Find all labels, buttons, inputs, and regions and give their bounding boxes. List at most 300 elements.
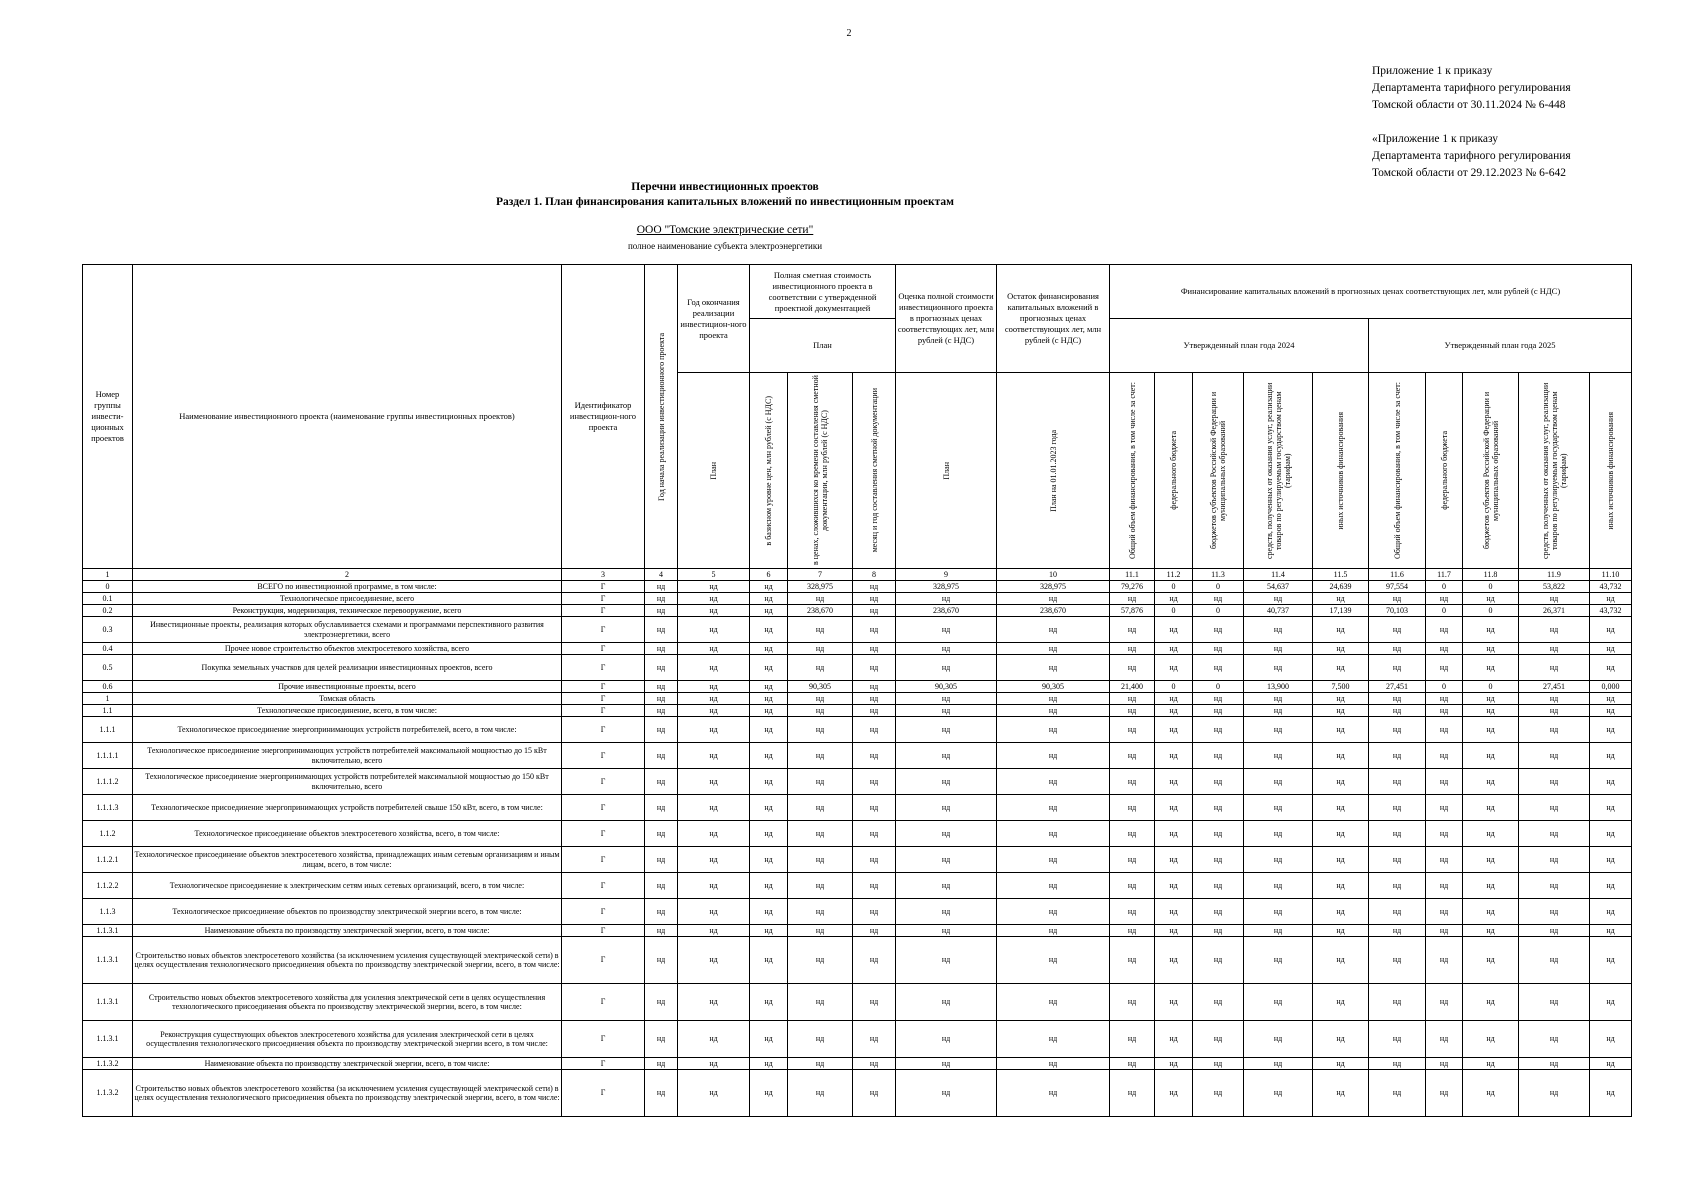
row-name: Реконструкция, модернизация, техническое перевооружение, всего xyxy=(133,605,562,617)
row-cell: нд xyxy=(1369,873,1426,899)
row-cell: нд xyxy=(1244,1058,1313,1070)
row-cell: 238,670 xyxy=(896,605,997,617)
row-cell: 0 xyxy=(1463,605,1519,617)
row-cell: нд xyxy=(1244,743,1313,769)
row-cell: нд xyxy=(1155,925,1193,937)
row-cell: нд xyxy=(1155,705,1193,717)
row-cell: нд xyxy=(1313,899,1369,925)
table-row xyxy=(83,821,1632,847)
row-number: 1.1.3.2 xyxy=(83,1070,133,1117)
column-number: 10 xyxy=(997,569,1110,581)
row-cell: нд xyxy=(645,681,678,693)
row-cell: нд xyxy=(1110,1058,1155,1070)
row-cell: нд xyxy=(896,693,997,705)
row-cell: нд xyxy=(678,984,750,1021)
header-financing: Финансирование капитальных вложений в прогнозных ценах соответствующих лет, млн рублей (с НДС) xyxy=(1110,265,1632,319)
row-cell: нд xyxy=(1193,617,1244,643)
row-cell: нд xyxy=(1463,769,1519,795)
header-2025-regional xyxy=(1463,373,1519,569)
row-cell: нд xyxy=(1463,899,1519,925)
row-cell: нд xyxy=(1110,795,1155,821)
row-cell: нд xyxy=(645,743,678,769)
row-name: Строительство новых объектов электросетевого хозяйства (за исключением усиления существующей электрической сети) в целях осуществления технологического присоединения объекта по производству электрической энергии, всего, в том числе: xyxy=(133,1070,562,1117)
table-row xyxy=(83,1021,1632,1058)
table-row xyxy=(83,655,1632,681)
row-cell: нд xyxy=(788,593,853,605)
row-cell: нд xyxy=(1519,693,1590,705)
row-cell: нд xyxy=(1155,795,1193,821)
row-number: 1.1.2.1 xyxy=(83,847,133,873)
table-row xyxy=(83,1058,1632,1070)
row-cell: нд xyxy=(896,795,997,821)
row-cell: нд xyxy=(1426,847,1463,873)
row-cell: нд xyxy=(1313,643,1369,655)
row-cell: нд xyxy=(997,873,1110,899)
investment-table xyxy=(82,264,1632,1117)
row-cell: нд xyxy=(896,593,997,605)
header-cost-estimate: Оценка полной стоимости инвестиционного проекта в прогнозных ценах соответствующих лет, млн рублей (с НДС) xyxy=(896,265,997,373)
row-cell: нд xyxy=(1519,769,1590,795)
column-number: 11.7 xyxy=(1426,569,1463,581)
row-cell: нд xyxy=(1110,643,1155,655)
row-name: Технологическое присоединение объектов электросетевого хозяйства, всего, в том числе: xyxy=(133,821,562,847)
row-cell: нд xyxy=(997,795,1110,821)
header-2025-federal xyxy=(1426,373,1463,569)
row-cell: нд xyxy=(1369,717,1426,743)
row-cell: нд xyxy=(1244,821,1313,847)
row-cell: нд xyxy=(997,743,1110,769)
row-cell: нд xyxy=(853,705,896,717)
row-cell: нд xyxy=(853,717,896,743)
row-cell: Г xyxy=(562,643,645,655)
annex-line: Томской области от 30.11.2024 № 6-448 xyxy=(1372,99,1566,111)
row-cell: нд xyxy=(750,1070,788,1117)
row-cell: нд xyxy=(896,655,997,681)
row-cell: нд xyxy=(750,581,788,593)
row-cell: нд xyxy=(788,984,853,1021)
row-cell: 57,876 xyxy=(1110,605,1155,617)
row-cell: нд xyxy=(678,643,750,655)
row-cell: нд xyxy=(1369,769,1426,795)
header-plan-2024: Утвержденный план года 2024 xyxy=(1110,319,1369,373)
row-cell: нд xyxy=(678,743,750,769)
row-cell: нд xyxy=(1426,925,1463,937)
row-cell: нд xyxy=(645,593,678,605)
row-cell: нд xyxy=(997,1058,1110,1070)
row-cell: нд xyxy=(1426,937,1463,984)
row-cell: нд xyxy=(645,795,678,821)
row-cell: Г xyxy=(562,717,645,743)
row-cell: 79,276 xyxy=(1110,581,1155,593)
row-cell: нд xyxy=(997,769,1110,795)
row-number: 1 xyxy=(83,693,133,705)
row-cell: нд xyxy=(896,617,997,643)
row-cell: нд xyxy=(1313,693,1369,705)
annex-line: «Приложение 1 к приказу xyxy=(1372,133,1499,145)
row-cell: 0 xyxy=(1426,581,1463,593)
table-row xyxy=(83,937,1632,984)
column-number: 2 xyxy=(133,569,562,581)
row-cell: нд xyxy=(1426,643,1463,655)
table-body xyxy=(83,581,1632,1117)
organization-name: ООО "Томские электрические сети" xyxy=(636,224,814,236)
row-cell: нд xyxy=(750,617,788,643)
row-cell: нд xyxy=(1244,655,1313,681)
row-cell: нд xyxy=(750,1058,788,1070)
row-cell: нд xyxy=(750,593,788,605)
row-cell: Г xyxy=(562,899,645,925)
row-cell: нд xyxy=(645,937,678,984)
row-cell: нд xyxy=(1369,693,1426,705)
header-project-name: Наименование инвестиционного проекта (наименование группы инвестиционных проектов) xyxy=(133,265,562,569)
vtext: бюджетов субъектов Российской Федерации и муниципальных образований xyxy=(1209,391,1227,550)
vtext: федерального бюджета xyxy=(1439,431,1449,510)
vtext: иных источников финансирования xyxy=(1336,411,1345,530)
row-cell: нд xyxy=(750,873,788,899)
row-cell: нд xyxy=(853,617,896,643)
row-cell: нд xyxy=(678,1058,750,1070)
row-cell: нд xyxy=(1313,655,1369,681)
row-cell: нд xyxy=(1426,899,1463,925)
row-name: Покупка земельных участков для целей реализации инвестиционных проектов, всего xyxy=(133,655,562,681)
row-cell: нд xyxy=(678,717,750,743)
row-cell: 0 xyxy=(1463,681,1519,693)
row-cell: нд xyxy=(853,693,896,705)
row-cell: 0 xyxy=(1463,581,1519,593)
row-number: 0.6 xyxy=(83,681,133,693)
table-row xyxy=(83,717,1632,743)
row-cell: нд xyxy=(1155,821,1193,847)
row-cell: нд xyxy=(1193,937,1244,984)
row-cell: 0 xyxy=(1193,681,1244,693)
row-name: Технологическое присоединение, всего, в том числе: xyxy=(133,705,562,717)
document-title: Перечни инвестиционных проектов xyxy=(631,181,819,193)
row-cell: Г xyxy=(562,693,645,705)
row-cell: нд xyxy=(1519,821,1590,847)
header-current-prices xyxy=(788,373,853,569)
row-cell: нд xyxy=(750,1021,788,1058)
row-cell: 238,670 xyxy=(788,605,853,617)
vtext: иных источников финансирования xyxy=(1606,411,1615,530)
row-number: 1.1.3 xyxy=(83,899,133,925)
row-cell: Г xyxy=(562,655,645,681)
vtext: Общий объем финансирования, в том числе за счет: xyxy=(1392,382,1402,559)
row-cell: нд xyxy=(896,937,997,984)
row-cell: нд xyxy=(1590,821,1632,847)
row-name: Наименование объекта по производству электрической энергии, всего, в том числе: xyxy=(133,1058,562,1070)
row-cell: нд xyxy=(645,581,678,593)
row-name: Технологическое присоединение объектов электросетевого хозяйства, принадлежащих иным сетевым организациям и иным лицам, всего, в том числе: xyxy=(133,847,562,873)
row-cell: нд xyxy=(788,643,853,655)
row-cell: нд xyxy=(896,821,997,847)
header-start-year-text: Год начала реализации инвестиционного проекта xyxy=(656,332,666,501)
row-cell: нд xyxy=(1590,873,1632,899)
row-cell: нд xyxy=(1369,705,1426,717)
row-cell: нд xyxy=(1369,821,1426,847)
row-cell: нд xyxy=(645,655,678,681)
row-cell: нд xyxy=(1463,617,1519,643)
row-cell: нд xyxy=(1519,705,1590,717)
row-cell: нд xyxy=(896,717,997,743)
row-cell: 0 xyxy=(1426,605,1463,617)
header-2024-regional xyxy=(1193,373,1244,569)
header-remaining-plan xyxy=(997,373,1110,569)
header-2024-tariff xyxy=(1244,373,1313,569)
row-cell: нд xyxy=(788,617,853,643)
row-cell: нд xyxy=(1244,899,1313,925)
row-cell: нд xyxy=(1426,717,1463,743)
table-row xyxy=(83,795,1632,821)
row-cell: нд xyxy=(853,1021,896,1058)
row-cell: нд xyxy=(750,681,788,693)
row-cell: нд xyxy=(1519,1021,1590,1058)
row-cell: нд xyxy=(1426,1021,1463,1058)
row-name: Технологическое присоединение энергопринимающих устройств потребителей максимальной мощностью до 150 кВт включительно, всего xyxy=(133,769,562,795)
row-number: 0.3 xyxy=(83,617,133,643)
row-cell: нд xyxy=(1244,937,1313,984)
row-cell: нд xyxy=(853,821,896,847)
row-cell: нд xyxy=(896,743,997,769)
row-cell: нд xyxy=(678,1070,750,1117)
row-cell: нд xyxy=(1369,655,1426,681)
row-cell: нд xyxy=(788,795,853,821)
row-cell: 21,400 xyxy=(1110,681,1155,693)
row-name: Строительство новых объектов электросетевого хозяйства для усиления электрической сети в целях осуществления технологического присоединения объекта по производству электрической энергии, всего, в том числе: xyxy=(133,984,562,1021)
row-cell: нд xyxy=(1313,743,1369,769)
row-cell: нд xyxy=(1590,1058,1632,1070)
column-number: 4 xyxy=(645,569,678,581)
row-cell: нд xyxy=(645,1021,678,1058)
row-name: Реконструкция существующих объектов электросетевого хозяйства для усиления электрической сети в целях осуществления технологического присоединения объекта по производству электрической энергии всего, в том числе: xyxy=(133,1021,562,1058)
row-cell: нд xyxy=(896,984,997,1021)
document-titles xyxy=(0,180,1450,210)
table-row xyxy=(83,581,1632,593)
row-cell: нд xyxy=(896,1070,997,1117)
row-cell: нд xyxy=(1426,1070,1463,1117)
row-cell: нд xyxy=(1155,873,1193,899)
annex-current xyxy=(1372,63,1571,114)
row-cell: нд xyxy=(750,743,788,769)
row-cell: нд xyxy=(1590,984,1632,1021)
row-cell: нд xyxy=(1110,899,1155,925)
row-cell: нд xyxy=(1519,717,1590,743)
row-cell: нд xyxy=(645,821,678,847)
row-cell: нд xyxy=(645,643,678,655)
row-cell: нд xyxy=(1155,937,1193,984)
row-number: 0.2 xyxy=(83,605,133,617)
row-cell: нд xyxy=(1244,705,1313,717)
column-number: 11.4 xyxy=(1244,569,1313,581)
row-cell: нд xyxy=(788,821,853,847)
row-name: Прочие инвестиционные проекты, всего xyxy=(133,681,562,693)
row-cell: нд xyxy=(1463,873,1519,899)
row-cell: нд xyxy=(645,1058,678,1070)
row-cell: нд xyxy=(1519,743,1590,769)
row-cell: нд xyxy=(1155,1070,1193,1117)
row-cell: нд xyxy=(1369,937,1426,984)
row-cell: нд xyxy=(1313,984,1369,1021)
vtext: месяц и год составления сметной документации xyxy=(869,388,879,553)
row-number: 1.1.3.2 xyxy=(83,1058,133,1070)
row-cell: нд xyxy=(997,1021,1110,1058)
row-cell: 238,670 xyxy=(997,605,1110,617)
row-number: 0.5 xyxy=(83,655,133,681)
row-cell: нд xyxy=(1519,937,1590,984)
row-cell: нд xyxy=(1426,984,1463,1021)
row-cell: Г xyxy=(562,1021,645,1058)
row-cell: нд xyxy=(1244,795,1313,821)
row-cell: 328,975 xyxy=(788,581,853,593)
row-cell: нд xyxy=(997,1070,1110,1117)
row-cell: нд xyxy=(1193,655,1244,681)
row-cell: нд xyxy=(788,937,853,984)
row-cell: нд xyxy=(1193,593,1244,605)
row-cell: нд xyxy=(997,937,1110,984)
row-cell: нд xyxy=(853,593,896,605)
row-cell: нд xyxy=(1426,821,1463,847)
row-cell: нд xyxy=(1155,847,1193,873)
row-cell: нд xyxy=(678,847,750,873)
row-cell: нд xyxy=(750,925,788,937)
row-cell: нд xyxy=(678,1021,750,1058)
row-cell: 17,139 xyxy=(1313,605,1369,617)
row-number: 1.1.2 xyxy=(83,821,133,847)
row-cell: Г xyxy=(562,984,645,1021)
row-cell: нд xyxy=(1110,655,1155,681)
row-cell: нд xyxy=(678,873,750,899)
row-cell: нд xyxy=(1463,593,1519,605)
row-cell: нд xyxy=(1519,873,1590,899)
row-name: Технологическое присоединение, всего xyxy=(133,593,562,605)
row-cell: нд xyxy=(1519,593,1590,605)
row-cell: нд xyxy=(853,1070,896,1117)
row-cell: нд xyxy=(1244,769,1313,795)
row-cell: нд xyxy=(645,769,678,795)
row-cell: нд xyxy=(645,617,678,643)
page-number: 2 xyxy=(846,28,852,39)
column-number: 7 xyxy=(788,569,853,581)
row-cell: нд xyxy=(678,937,750,984)
vtext: федерального бюджета xyxy=(1169,431,1178,510)
row-cell: нд xyxy=(853,984,896,1021)
row-cell: нд xyxy=(1463,705,1519,717)
row-cell: нд xyxy=(678,581,750,593)
row-cell: нд xyxy=(750,605,788,617)
row-cell: 24,639 xyxy=(1313,581,1369,593)
row-cell: Г xyxy=(562,743,645,769)
row-cell: нд xyxy=(1193,705,1244,717)
row-cell: нд xyxy=(853,925,896,937)
table-row xyxy=(83,1070,1632,1117)
row-name: Технологическое присоединение к электрическим сетям иных сетевых организаций, всего, в том числе: xyxy=(133,873,562,899)
row-cell: нд xyxy=(788,743,853,769)
annex-line: Томской области от 29.12.2023 № 6-642 xyxy=(1372,167,1566,179)
annex-line: Департамента тарифного регулирования xyxy=(1372,150,1571,162)
row-cell: нд xyxy=(1313,1021,1369,1058)
row-cell: нд xyxy=(1110,873,1155,899)
row-cell: нд xyxy=(1193,984,1244,1021)
row-cell: 26,371 xyxy=(1519,605,1590,617)
row-cell: нд xyxy=(1369,1058,1426,1070)
row-cell: нд xyxy=(1313,925,1369,937)
row-cell: 328,975 xyxy=(896,581,997,593)
row-cell: нд xyxy=(678,769,750,795)
row-number: 1.1.1.2 xyxy=(83,769,133,795)
table-row xyxy=(83,847,1632,873)
row-cell: нд xyxy=(1369,925,1426,937)
row-number: 1.1.3.1 xyxy=(83,937,133,984)
annex-line: Департамента тарифного регулирования xyxy=(1372,82,1571,94)
row-cell: нд xyxy=(1155,643,1193,655)
row-cell: нд xyxy=(788,847,853,873)
row-cell: Г xyxy=(562,937,645,984)
row-cell: нд xyxy=(1313,937,1369,984)
row-cell: нд xyxy=(1110,593,1155,605)
row-cell: нд xyxy=(678,617,750,643)
row-cell: нд xyxy=(1155,899,1193,925)
table-row xyxy=(83,605,1632,617)
column-number: 11.1 xyxy=(1110,569,1155,581)
row-cell: нд xyxy=(1590,617,1632,643)
column-number: 11.5 xyxy=(1313,569,1369,581)
row-cell: нд xyxy=(1244,847,1313,873)
row-cell: нд xyxy=(1193,743,1244,769)
header-month-year xyxy=(853,373,896,569)
row-cell: нд xyxy=(997,899,1110,925)
row-cell: нд xyxy=(853,643,896,655)
column-number: 1 xyxy=(83,569,133,581)
row-cell: нд xyxy=(645,925,678,937)
row-cell: нд xyxy=(853,769,896,795)
row-cell: нд xyxy=(1193,847,1244,873)
row-cell: нд xyxy=(1244,717,1313,743)
header-estimate-plan xyxy=(896,373,997,569)
table-row xyxy=(83,593,1632,605)
row-cell: нд xyxy=(1193,1021,1244,1058)
row-cell: Г xyxy=(562,873,645,899)
row-cell: нд xyxy=(1426,795,1463,821)
row-cell: нд xyxy=(750,847,788,873)
row-cell: 328,975 xyxy=(997,581,1110,593)
row-cell: нд xyxy=(1155,769,1193,795)
row-cell: нд xyxy=(1110,717,1155,743)
row-cell: нд xyxy=(997,705,1110,717)
row-cell: нд xyxy=(1155,655,1193,681)
row-cell: нд xyxy=(788,693,853,705)
vtext: бюджетов субъектов Российской Федерации и муниципальных образований xyxy=(1481,391,1500,550)
row-cell: Г xyxy=(562,821,645,847)
header-2025-other xyxy=(1590,373,1632,569)
row-cell: нд xyxy=(1313,593,1369,605)
row-cell: нд xyxy=(788,1021,853,1058)
row-cell: нд xyxy=(1244,1070,1313,1117)
row-number: 0.4 xyxy=(83,643,133,655)
row-cell: нд xyxy=(1110,743,1155,769)
row-cell: 0 xyxy=(1155,681,1193,693)
header-remaining: Остаток финансирования капитальных вложений в прогнозных ценах соответствующих лет, млн рублей (с НДС) xyxy=(997,265,1110,373)
row-cell: 13,900 xyxy=(1244,681,1313,693)
row-cell: нд xyxy=(788,769,853,795)
row-cell: нд xyxy=(645,899,678,925)
table-row xyxy=(83,899,1632,925)
row-cell: нд xyxy=(1244,693,1313,705)
row-cell: нд xyxy=(1193,925,1244,937)
row-cell: нд xyxy=(1369,743,1426,769)
header-end-year: Год окончания реализации инвестицион-ного проекта xyxy=(678,265,750,373)
vtext: в базисном уровне цен, млн рублей (с НДС) xyxy=(764,395,773,546)
row-cell: 53,822 xyxy=(1519,581,1590,593)
row-cell: Г xyxy=(562,795,645,821)
